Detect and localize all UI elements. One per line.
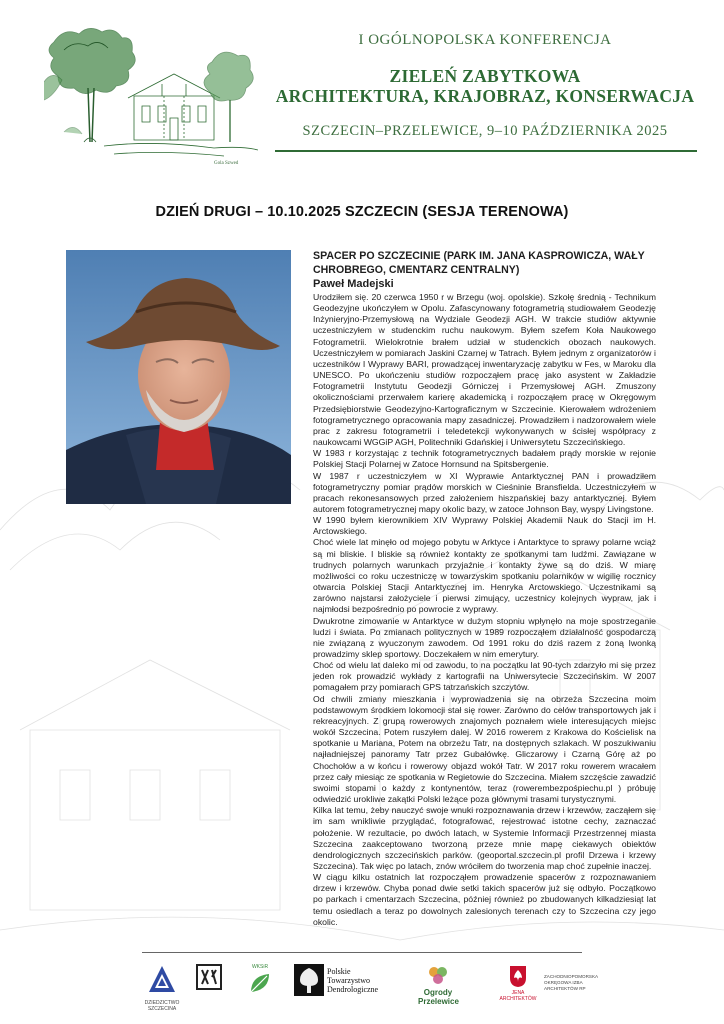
bio-paragraph: W 1987 r uczestniczyłem w XI Wyprawie Antarktycznej PAN i prowadziłem fotogrametryczny pomiar prądów morskich w Cieśninie Bransfielda. Uczestniczyłem w pracach rekonesansowych przed założeniem hiszpańskiej bazy antarktycznej. Byłem autorem fotogrametrycznej mapy okolic bazy, w zatoce Johnson Bay, wyspy Livingstone.	[313, 470, 656, 514]
leaf-icon	[247, 970, 273, 996]
skz-logo-icon	[196, 964, 222, 990]
bio-paragraph: W 1990 byłem kierownikiem XIV Wyprawy Polskiej Akademii Nauk do Stacji im H. Arctowskiego.	[313, 515, 656, 537]
logo-ogrody-przelewice	[418, 964, 458, 1006]
manor-illustration	[44, 22, 258, 172]
bio-paragraph: W ciągu kilku ostatnich lat rozpocząłem prowadzenie spacerów z rozpoznawaniem drzew i krzewów. Chyba ponad dwie setki takich spacerów już się odbyło. Początkowo po parkach i cmentarzach Szczecina, później również po zbudowanych kilkadziesiąt lat temu osiedlach a teraz po dowolnych zalesionych terenach czy to Szczecina czy jego okolic.	[313, 872, 656, 927]
session-title: SPACER PO SZCZECINIE (PARK IM. JANA KASPROWICZA, WAŁY CHROBREGO, CMENTARZ CENTRALNY)	[313, 250, 645, 276]
session-block	[313, 249, 656, 292]
eagle-emblem-icon	[508, 964, 528, 988]
footer-divider	[142, 952, 582, 953]
bio-paragraph: Dwukrotne zimowanie w Antarktyce w dużym stopniu wpłynęło na moje spostrzeganie ludzi i świata. Po zmianach politycznych w 1989 rozpocząłem działalność gospodarczą nie związaną z wyuczonym zawodem. Od 1991 roku do dziś razem z żoną Iwonką prowadzimy sklep sportowy. Doczekałem w nim emerytury.	[313, 615, 656, 659]
flower-icon	[426, 964, 450, 986]
logo-zoia-rp	[544, 964, 606, 992]
day-heading: DZIEŃ DRUGI – 10.10.2025 SZCZECIN (SESJA TERENOWA)	[155, 204, 569, 220]
logo-caption: JENA ARCHITEKTÓW	[499, 990, 537, 1002]
sponsor-logos	[140, 964, 610, 1014]
bio-paragraph: Kilka lat temu, żeby nauczyć swoje wnuki rozpoznawania drzew i krzewów, zacząłem się im sam wnikliwie przyglądać, fotografować, rejestrować istotne cechy, zaznaczać położenie. W rezultacie, po dwóch latach, w Systemie Informacji Przestrzennej miasta Szczecina zaakceptowano tworzoną przeze mnie mapę ciekawych obiektów dendrologicznych szczecińskich parków. (geoportal.szczecin.pl profil Drzewa i krzewy Szczecina). Tak więc po latach, znów wróciłem do tworzenia map choć zupełnie inaczej.	[313, 805, 656, 871]
logo-jena-architektow	[498, 964, 538, 1002]
bio-paragraph: Urodziłem się. 20 czerwca 1950 r w Brzegu (woj. opolskie). Szkołę średnią - Technikum Geodezyjne ukończyłem w Opolu. Zafascynowany fotogrametrią studiowałem Geodezję Inżynieryjno-Przemysłową na Wydziale Geodezji AGH. W trakcie studiów aktywnie uczestniczyłem w studenckim ruchu naukowym. Byłem szefem Koła Naukowego Fotogrametrii. Wielokrotnie brałem udział w studenckich obozach naukowych. Uczestniczyłem w pomiarach Jaskini Czarnej w Tatrach. Byłem jednym z organizatorów i uczestników I Wyprawy BARI, prowadzącej inwentaryzację zabytku w Fes, w Maroku dla UNESCO. Po ukończeniu studiów rozpocząłem pracę jako asystent w Zakładzie Fotogrametrii Instytutu Geodezji Górniczej i Przemysłowej AGH. Zmuszony okolicznościami przerwałem karierę akademicką i rozpocząłem pracę w Okręgowym Przedsiębiorstwie Geodezyjno-Kartograficznym w Szczecinie. Kierowałem wdrożeniem fotogrametrycznego opracowania mapy zasadniczej. Prowadziłem i nadzorowałem wiele prac z zakresu fotogrametrii i teledetekcji wykonywanych w ścisłej współpracy z naukowcami WGGiP AGH, Politechniki Gdańskiej i Uniwersytetu Szczecińskiego.	[313, 292, 656, 448]
logo-caption: WKSiR	[251, 964, 269, 970]
bio-paragraph: Choć od wielu lat daleko mi od zawodu, to na początku lat 90-tych zdarzyło mi się przez jeden rok prowadzić wykłady z kartografii na Uniwersytecie Szczecińskim. W 2007 pomagałem przy pomiarach GPS tatrzańskich szczytów.	[313, 660, 656, 693]
speaker-name: Paweł Madejski	[313, 278, 394, 290]
conference-line: I OGÓLNOPOLSKA KONFERENCJA	[358, 32, 612, 48]
logo-skz	[194, 964, 224, 992]
dziedzictwo-logo-icon	[147, 964, 177, 998]
logo-caption: Ogrody Przelewice	[418, 988, 459, 1006]
conference-title-line-2: ARCHITEKTURA, KRAJOBRAZ, KONSERWACJA	[275, 86, 695, 106]
logo-caption: Polskie Towarzystwo Dendrologiczne	[327, 967, 379, 994]
conference-location-date: SZCZECIN–PRZELEWICE, 9–10 PAŹDZIERNIKA 2025	[302, 123, 668, 139]
bio-paragraph: Od chwili zmiany mieszkania i wyprowadzenia się na obrzeża Szczecina moim podstawowym środkiem lokomocji stał się rower. Zarówno do celów transportowych jak i rekreacyjnych. Z grupą rowerowych znajomych poznałem wiele interesujących miejsc wokół Szczecina. Potem ruszyłem dalej. W 2016 rowerem z Krakowa do Kościelisk na spotkanie u Mariana, Potem na obrzeżu Tatr, na dostępnych szlakach. W poszukiwaniu najładniejszej panoramy Tatr przez Gubałówkę. Gliczarowy i Czarną Górę aż po Chochołów a w końcu i rowerowy objazd wokół Tatr. W 2017 roku rowerem wracałem przez cały miesiąc ze spotkania w Regietowie do Szczecina. Miałem szczęście zawadzić swoimi stopami o każdy z kontynentów, teraz (rowerembezpośpiechu.pl ) próbuję odwiedzić urokliwe zakątki Polski leżące poza głównymi trasami turystycznymi.	[313, 693, 656, 805]
logo-ptd	[294, 964, 386, 996]
svg-text:Gola Szwed: Gola Szwed	[214, 161, 239, 166]
conference-title-line-1: ZIELEŃ ZABYTKOWA	[389, 66, 581, 86]
speaker-bio	[313, 292, 656, 928]
bio-paragraph: W 1983 r korzystając z technik fotogrametrycznych badałem prądy morskie w rejonie Polskiej Stacji Polarnej w Zatoce Hornsund na Spitsbergenie.	[313, 448, 656, 470]
logo-dni-dziedzictwa	[144, 964, 180, 1012]
bio-paragraph: Choć wiele lat minęło od mojego pobytu w Arktyce i Antarktyce to sprawy polarne wciąż są mi bliskie. I bliskie są również kontakty ze spotkanymi tam ludźmi. Zawiązane w trudnych polarnych warunkach przyjaźnie i kontakty żywe są do dziś. W miarę możliwości co roku uczestniczę w towarzyskim spotkaniu polarników w wigilię rocznicy otwarcia Polskiej Stacji Antarktycznej im. Henryka Arctowskiego. Uczestnikami są zarówno najstarsi założyciele i pierwsi zimujący, uczestnicy kolejnych wypraw, jak i najmłodsi bezpośrednio po powrocie z wyprawy.	[313, 537, 656, 615]
speaker-portrait	[66, 250, 291, 504]
header-divider	[275, 150, 697, 152]
conference-header	[270, 30, 700, 140]
logo-caption: ZACHODNIOPOMORSKA OKRĘGOWA IZBA ARCHITEKTÓW RP	[544, 974, 598, 991]
tree-icon	[294, 964, 324, 996]
logo-caption: DZIEDZICTWO SZCZECINA	[144, 1000, 180, 1012]
logo-wksir	[244, 964, 276, 998]
